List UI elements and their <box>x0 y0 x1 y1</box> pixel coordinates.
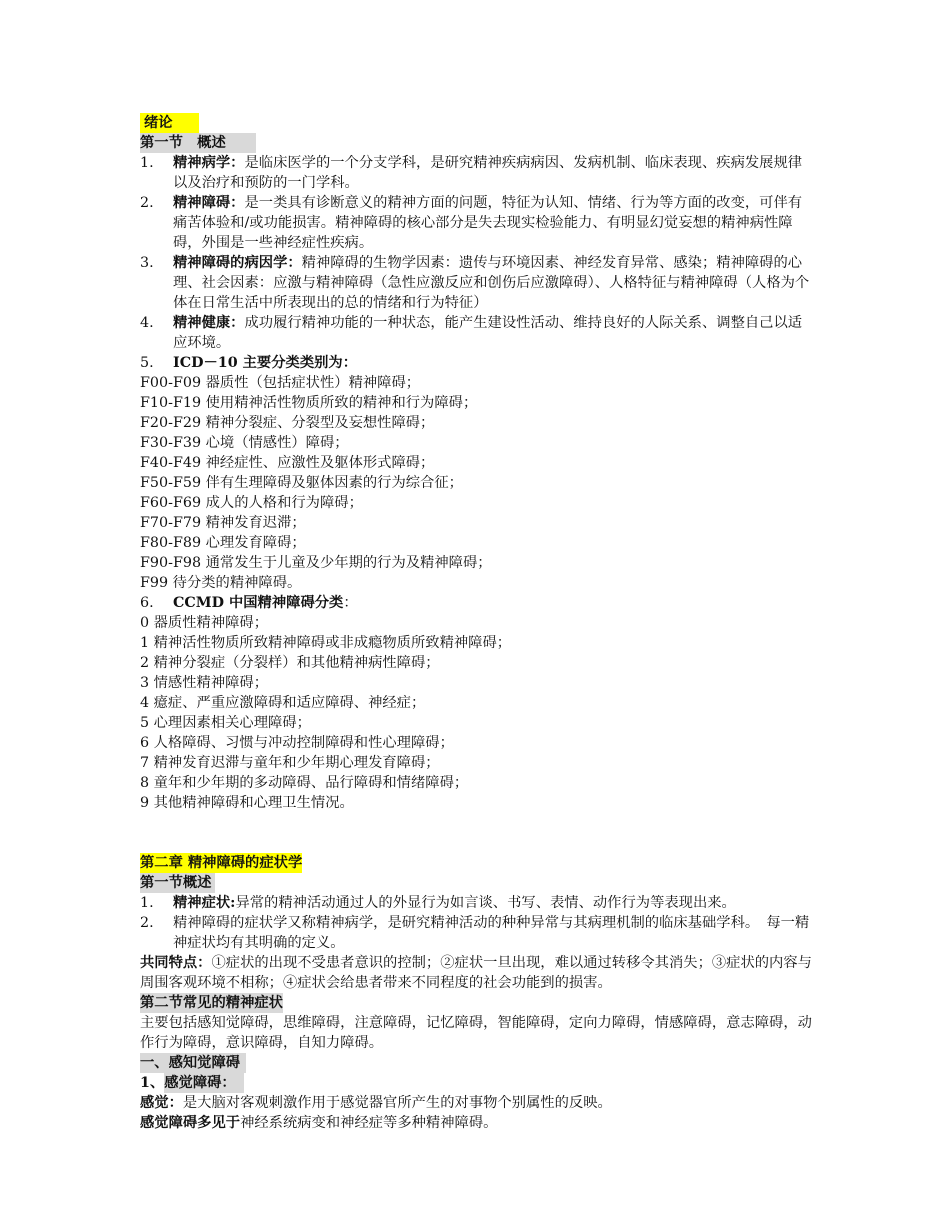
chapter2-item-1 <box>140 893 816 913</box>
item-text: 精神障碍的症状学又称精神病学，是研究精神活动的种种异常与其病理机制的临床基础学科。 每一精神症状均有其明确的定义。 <box>173 915 810 951</box>
ccmd-line: 8 童年和少年期的多动障碍、品行障碍和情绪障碍； <box>140 775 469 791</box>
icd-line: F80-F89 心理发育障碍； <box>140 535 306 551</box>
ccmd-line: 5 心理因素相关心理障碍； <box>140 715 311 731</box>
ccmd-heading <box>140 593 816 613</box>
chapter2-section1-title: 第一节概述 <box>140 873 215 893</box>
common-features <box>140 953 816 993</box>
ccmd-line: 2 精神分裂症（分裂样）和其他精神病性障碍； <box>140 655 440 671</box>
sub1-title: 一、感知觉障碍 <box>140 1053 246 1073</box>
intro-section1-line <box>140 133 816 153</box>
sub1-1-number: 1、 <box>140 1075 165 1091</box>
icd-line: F40-F49 神经症性、应激性及躯体形式障碍； <box>140 455 435 471</box>
ccmd-line: 6 人格障碍、习惯与冲动控制障碍和性心理障碍； <box>140 735 454 751</box>
intro-title-line <box>140 113 816 133</box>
ccmd-line: 4 癔症、严重应激障碍和适应障碍、神经症； <box>140 695 426 711</box>
intro-title: 绪论 <box>140 113 199 133</box>
intro-section1-title: 第一节 概述 <box>140 133 256 153</box>
intro-item-3 <box>140 253 816 313</box>
intro-item-2 <box>140 193 816 253</box>
sensation-definition <box>140 1093 816 1113</box>
item-term: 精神障碍的病因学： <box>173 255 302 271</box>
definition-text: 是大脑对客观刺激作用于感觉器官所产生的对事物个别属性的反映。 <box>182 1095 612 1111</box>
item-text: 成功履行精神功能的一种状态，能产生建设性活动、维持良好的人际关系、调整自己以适应环境。 <box>173 315 803 351</box>
definition-label: 感觉： <box>140 1095 183 1111</box>
note-label: 感觉障碍多见于 <box>140 1115 241 1131</box>
item-number: 4. <box>140 315 154 331</box>
chapter2-title-line <box>140 853 816 873</box>
item-text: 异常的精神活动通过人的外显行为如言谈、书写、表情、动作行为等表现出来。 <box>235 895 736 911</box>
ccmd-heading-text: CCMD 中国精神障碍分类 <box>173 595 344 611</box>
item-number: 5. <box>140 355 154 371</box>
item-text: 精神障碍的生物学因素：遗传与环境因素、神经发育异常、感染；精神障碍的心理、社会因素：应激与精神障碍（急性应激反应和创伤后应激障碍）、人格特征与精神障碍（人格为个体在日常生活中所表现出的总的情绪和行为特征） <box>173 255 810 311</box>
chapter2-section2-title: 第二节常见的精神症状 <box>140 995 283 1011</box>
chapter2-section2-line <box>140 993 816 1013</box>
sub1-1-line <box>140 1073 816 1093</box>
chapter2-item-2 <box>140 913 816 953</box>
item-number: 1. <box>140 895 154 911</box>
icd-heading <box>140 353 816 373</box>
intro-item-1 <box>140 153 816 193</box>
icd-heading-text: ICD－10 主要分类类别为： <box>173 355 358 371</box>
sub1-1-title: 感觉障碍： <box>164 1073 243 1093</box>
common-features-text: ①症状的出现不受患者意识的控制；②症状一旦出现，难以通过转移令其消失；③症状的内容与周围客观环境不相称；④症状会给患者带来不同程度的社会功能到的损害。 <box>140 955 812 991</box>
item-number: 1. <box>140 155 154 171</box>
icd-list <box>140 373 816 593</box>
ccmd-line: 1 精神活性物质所致精神障碍或非成瘾物质所致精神障碍； <box>140 635 512 651</box>
icd-line: F30-F39 心境（情感性）障碍； <box>140 435 349 451</box>
document-page <box>140 113 816 1133</box>
item-term: 精神障碍： <box>173 195 245 211</box>
icd-line: F60-F69 成人的人格和行为障碍； <box>140 495 363 511</box>
ccmd-line: 3 情感性精神障碍； <box>140 675 269 691</box>
note-text: 神经系统病变和神经症等多种精神障碍。 <box>240 1115 498 1131</box>
item-number: 6. <box>140 595 154 611</box>
intro-item-4 <box>140 313 816 353</box>
item-text: 是临床医学的一个分支学科，是研究精神疾病病因、发病机制、临床表现、疾病发展规律以及治疗和预防的一门学科。 <box>173 155 803 191</box>
ccmd-heading-colon: ： <box>343 595 358 611</box>
icd-line: F70-F79 精神发育迟滞； <box>140 515 306 531</box>
item-text: 是一类具有诊断意义的精神方面的问题，特征为认知、情绪、行为等方面的改变，可伴有痛苦体验和/或功能损害。精神障碍的核心部分是失去现实检验能力、有明显幻觉妄想的精神病性障碍，外围是一些神经症性疾病。 <box>173 195 803 251</box>
icd-line: F99 待分类的精神障碍。 <box>140 575 302 591</box>
chapter2-title: 第二章 精神障碍的症状学 <box>140 855 303 871</box>
item-term: 精神病学： <box>173 155 245 171</box>
ccmd-line: 0 器质性精神障碍； <box>140 615 269 631</box>
icd-line: F50-F59 伴有生理障碍及躯体因素的行为综合征； <box>140 475 463 491</box>
icd-line: F20-F29 精神分裂症、分裂型及妄想性障碍； <box>140 415 435 431</box>
icd-line: F10-F19 使用精神活性物质所致的精神和行为障碍； <box>140 395 478 411</box>
item-number: 3. <box>140 255 154 271</box>
item-term: 精神症状: <box>173 895 236 911</box>
sub1-line <box>140 1053 816 1073</box>
ccmd-line: 9 其他精神障碍和心理卫生情况。 <box>140 795 354 811</box>
item-number: 2. <box>140 915 154 931</box>
ccmd-line: 7 精神发育迟滞与童年和少年期心理发育障碍； <box>140 755 440 771</box>
icd-line: F90-F98 通常发生于儿童及少年期的行为及精神障碍； <box>140 555 492 571</box>
item-number: 2. <box>140 195 154 211</box>
chapter2-section1-line <box>140 873 816 893</box>
item-term: 精神健康： <box>173 315 245 331</box>
common-features-label: 共同特点： <box>140 955 212 971</box>
ccmd-list <box>140 613 816 813</box>
sensation-disorder-note <box>140 1113 816 1133</box>
section2-summary: 主要包括感知觉障碍，思维障碍，注意障碍，记忆障碍，智能障碍，定向力障碍，情感障碍，意志障碍，动作行为障碍，意识障碍，自知力障碍。 <box>140 1015 812 1051</box>
section-spacer <box>140 813 816 853</box>
icd-line: F00-F09 器质性（包括症状性）精神障碍； <box>140 375 421 391</box>
